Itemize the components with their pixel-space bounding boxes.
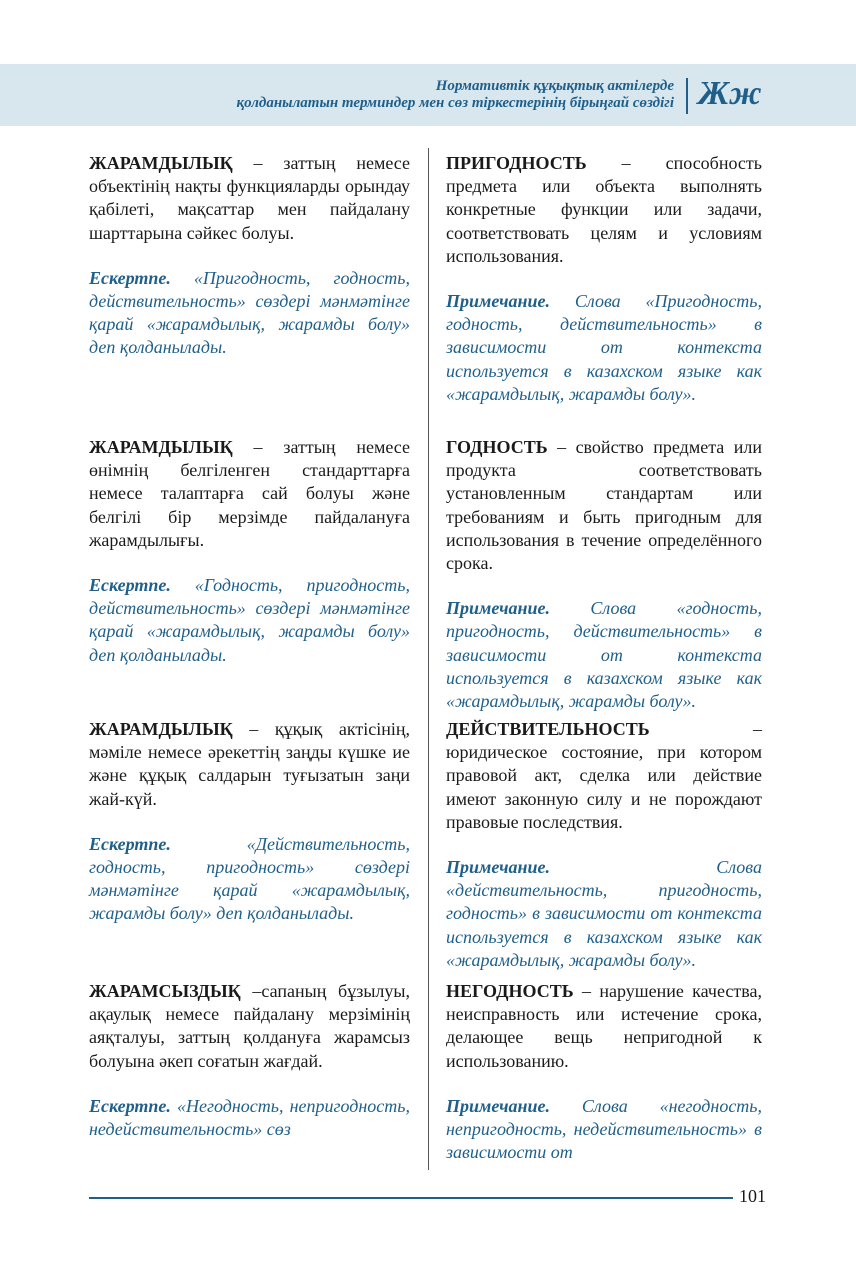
entry-note [89,267,410,360]
note-label: Ескертпе. [89,833,171,854]
entry-definition [446,152,762,268]
note-label: Ескертпе. [89,267,171,288]
note-text: Слова «действительность, пригодность, годность» в зависимости от контекста используется в казахском языке как «жарамдылық, жарамды болу». [446,857,762,970]
entry-ru-1 [446,152,762,406]
entry-definition [89,980,410,1073]
term: ПРИГОДНОСТЬ [446,153,587,173]
note-label: Примечание. [446,291,551,312]
term: ДЕЙСТВИТЕЛЬНОСТЬ [446,719,650,739]
header-title-line-1: Нормативтік құқықтық актілерде [435,78,674,94]
entry-note [446,597,762,713]
entry-note [446,856,762,972]
note-label: Ескертпе. [89,1095,171,1116]
term: ЖАРАМДЫЛЫҚ [89,719,233,739]
note-text: «Пригодность, годность, действительность» сөздері мәнмәтінге қарай «жарамдылық, жарамды болу» деп қолданылады. [89,267,410,358]
entry-note [89,1095,410,1141]
definition-text: – способность предмета или объекта выполнять конкретные функции или задачи, соответствовать целям и условиям использования. [446,153,762,266]
note-text: «Негодность, непригодность, недействительность» сөз [89,1095,410,1140]
header-title-line-2: қолданылатын терминдер мен сөз тіркестерінің бірыңғай сөздігі [236,95,674,111]
note-text: «Годность, пригодность, действительность» сөздері мәнмәтінге қарай «жарамдылық, жарамды болу» деп қолданылады. [89,575,410,665]
note-label: Примечание. [446,857,551,878]
note-text: Слова «годность, пригодность, действительность» в зависимости от контекста используется в казахском языке как «жарамдылық, жарамды болу». [446,598,762,712]
entry-kk-2 [89,436,410,667]
definition-text: – заттың немесе объектінің нақты функцияларды орындау қабілеті, мақсаттар мен пайдалану шарттарына сәйкес болуы. [89,153,410,243]
note-label: Примечание. [446,598,551,619]
running-header [114,78,674,112]
entry-kk-4 [89,980,410,1141]
entry-note [446,290,762,406]
term: ЖАРАМДЫЛЫҚ [89,437,233,457]
term: НЕГОДНОСТЬ [446,981,574,1001]
definition-text: – свойство предмета или продукта соответствовать установленным стандартам или требованиям и быть пригодным для использования в течение определённого срока. [446,437,762,574]
entry-note [89,574,410,667]
entry-definition [446,436,762,575]
definition-text: – юридическое состояние, при котором правовой акт, сделка или действие имеют законную силу и не порождают правовые последствия. [446,719,762,832]
entry-kk-3 [89,718,410,926]
note-text: Слова «Пригодность, годность, действительность» в зависимости от контекста используется в казахском языке как «жарамдылық, жарамды болу». [446,291,762,404]
entry-ru-3 [446,718,762,972]
definition-text: – заттың немесе өнімнің белгіленген стандарттарға немесе талаптарға сай болуы және белгілі бір мерзімде пайдалануға жарамдылығы. [89,437,410,550]
entry-note [89,833,410,926]
column-divider [428,148,429,1170]
footer-rule [89,1197,733,1199]
note-text: «Действительность, годность, пригодность» сөздері мәнмәтінге қарай «жарамдылық, жарамды болу» деп қолданылады. [89,833,410,924]
entry-ru-2 [446,436,762,713]
entry-ru-4 [446,980,762,1164]
definition-text: – құқық актісінің, мәміле немесе әрекеттің заңды күшке ие және құқық салдарын туғызатын заңи жай-күй. [89,719,410,809]
note-label: Ескертпе. [89,575,171,596]
note-text: Слова «негодность, непригодность, недействительность» в зависимости от [446,1095,762,1163]
note-label: Примечание. [446,1095,551,1116]
entry-definition [89,718,410,811]
entry-definition [89,152,410,245]
term: ЖАРАМСЫЗДЫҚ [89,981,241,1001]
entry-definition [89,436,410,552]
entry-definition [446,718,762,834]
entry-note [446,1095,762,1165]
page-number: 101 [739,1186,766,1206]
entry-definition [446,980,762,1073]
section-letter: Жж [698,75,762,112]
term: ГОДНОСТЬ [446,437,548,457]
term: ЖАРАМДЫЛЫҚ [89,153,233,173]
definition-text: –сапаның бұзылуы, ақаулық немесе пайдалану мерзімінің аяқталуы, заттың қолдануға жарамсыз болуына әкеп соғатын жағдай. [89,981,410,1071]
header-separator [686,78,688,114]
entry-kk-1 [89,152,410,360]
definition-text: – нарушение качества, неисправность или истечение срока, делающее вещь непригодной к использованию. [446,981,762,1071]
